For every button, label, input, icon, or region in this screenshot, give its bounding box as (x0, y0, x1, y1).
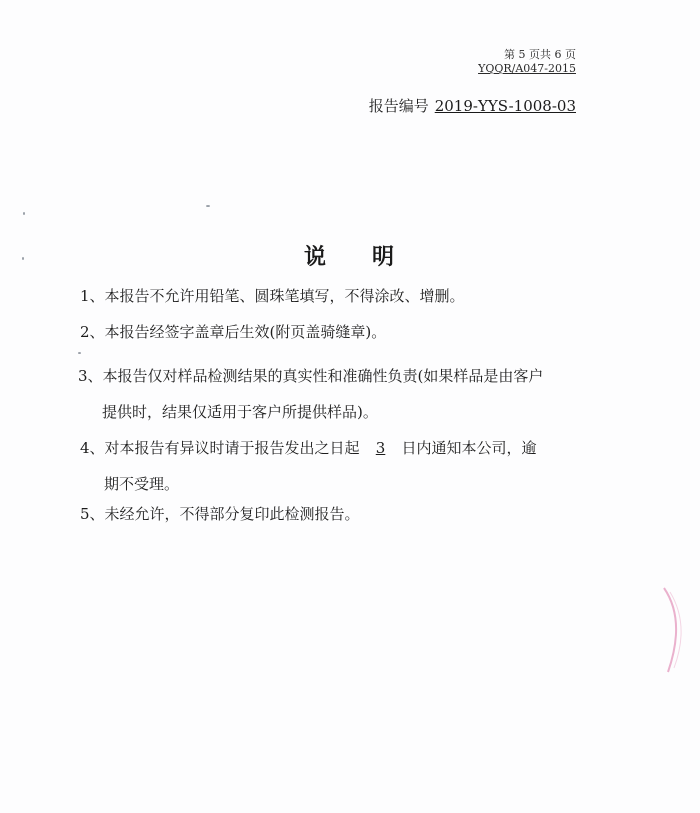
note-item-1 (80, 286, 590, 306)
seal-stamp-edge (660, 580, 700, 680)
scan-speck (22, 257, 24, 260)
note-item-continuation: 期不受理。 (104, 475, 180, 493)
form-code: YQQR/A047-2015 (478, 62, 576, 75)
note-item-text: 2、本报告经签字盖章后生效(附页盖骑缝章)。 (80, 323, 387, 341)
note-item-text: 1、本报告不允许用铅笔、圆珠笔填写，不得涂改、增删。 (80, 287, 465, 305)
note-item-2 (80, 322, 590, 342)
title-char-left: 说 (303, 244, 328, 270)
note-item-text: 4、对本报告有异议时请于报告发出之日起 (80, 439, 360, 457)
scan-speck (78, 352, 81, 354)
report-number-line (369, 95, 576, 116)
note-item-5 (80, 504, 590, 524)
note-item-4 (80, 430, 590, 502)
page-number-info: 第 5 页共 6 页 (504, 48, 576, 61)
note-item-text: 5、未经允许，不得部分复印此检测报告。 (80, 505, 360, 523)
scan-speck (23, 212, 25, 215)
notice-days-value: 3 (375, 439, 386, 457)
note-item-text: 3、本报告仅对样品检测结果的真实性和准确性负责(如果样品是由客户 (78, 367, 544, 385)
page-header (478, 48, 576, 76)
report-number-value: 2019-YYS-1008-03 (434, 97, 576, 115)
scan-speck (206, 205, 210, 207)
title-char-right: 明 (372, 244, 397, 270)
note-item-3 (78, 358, 588, 430)
note-item-continuation: 提供时，结果仅适用于客户所提供样品)。 (102, 403, 378, 421)
note-item-text-tail: 日内通知本公司，逾 (401, 439, 537, 457)
report-number-label: 报告编号 (368, 97, 429, 115)
page-title (0, 240, 700, 271)
